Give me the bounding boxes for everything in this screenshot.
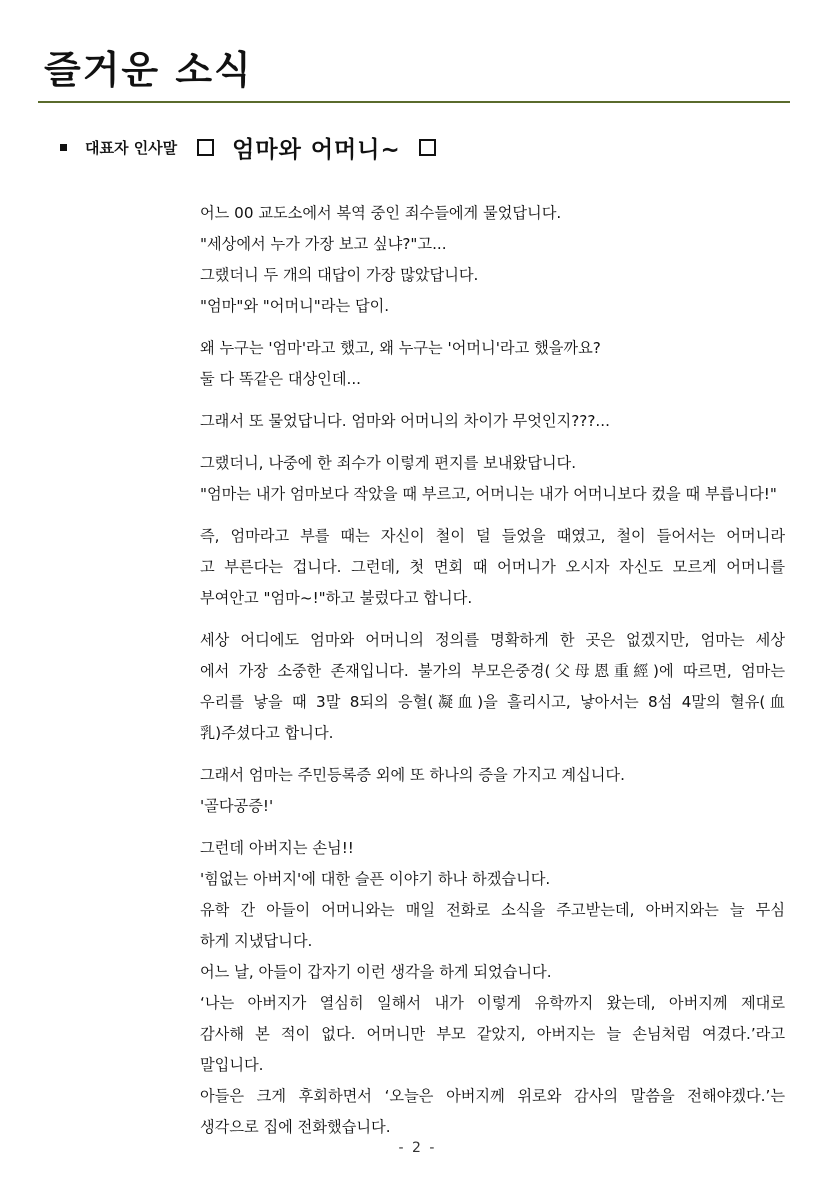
text-line: 부여안고 "엄마~!"하고 불렀다고 합니다. [200,589,473,607]
text-line: 그래서 또 물었답니다. 엄마와 어머니의 차이가 무엇인지???... [200,412,610,430]
text-line: "세상에서 누가 가장 보고 싶냐?"고... [200,235,447,253]
text-line: 그래서 엄마는 주민등록증 외에 또 하나의 증을 가지고 계십니다. [200,766,625,784]
text-line: 하게 지냈답니다. [200,932,313,950]
text-line: 말입니다. [200,1056,264,1074]
text-line: 그랬더니, 나중에 한 죄수가 이렇게 편지를 보내왔답니다. [200,454,577,472]
text-line: "엄마"와 "어머니"라는 답이. [200,297,390,315]
text-line: 그랬더니 두 개의 대답이 가장 많았답니다. [200,266,479,284]
text-line: '골다공증!' [200,797,274,815]
text-line: "엄마는 내가 엄마보다 작았을 때 부르고, 어머니는 내가 어머니보다 컸을 때 부릅니다!" [200,485,777,503]
text-line: 즉, 엄마라고 부를 때는 자신이 철이 덜 들었을 때였고, 철이 들어서는 어머니라 [200,527,785,545]
text-line: 그런데 아버지는 손님!! [200,839,354,857]
paragraph [200,406,785,437]
article-title: 엄마와 어머니~ [232,136,401,163]
text-line: 감사해 본 적이 없다. 어머니만 부모 같았지, 아버지는 늘 손님처럼 여겼다.’라고 [200,1025,785,1043]
square-box-icon [197,139,214,156]
paragraph [200,833,785,1143]
text-line: 아들은 크게 후회하면서 ‘오늘은 아버지께 위로와 감사의 말씀을 전해야겠다.’는 [200,1087,785,1105]
section-label: 대표자 인사말 [85,138,178,157]
text-line: 왜 누구는 '엄마'라고 했고, 왜 누구는 '어머니'라고 했을까요? [200,339,601,357]
paragraph [200,198,785,322]
paragraph [200,521,785,614]
text-line: 생각으로 집에 전화했습니다. [200,1118,391,1136]
square-bullet-icon [60,144,67,151]
text-line: 어느 00 교도소에서 복역 중인 죄수들에게 물었답니다. [200,204,562,222]
text-line: 고 부른다는 겁니다. 그런데, 첫 면회 때 어머니가 오시자 자신도 모르게 어머니를 [200,558,785,576]
text-line: 유학 간 아들이 어머니와는 매일 전화로 소식을 주고받는데, 아버지와는 늘 무심 [200,901,785,919]
header-title: 즐거운 소식 [44,48,253,92]
text-line: 우리를 낳을 때 3말 8되의 응혈(凝血)을 흘리시고, 낳아서는 8섬 4말의 혈유(血 [200,693,785,711]
text-line: 어느 날, 아들이 갑자기 이런 생각을 하게 되었습니다. [200,963,552,981]
page-number: - 2 - [398,1140,437,1156]
paragraph [200,760,785,822]
paragraph [200,448,785,510]
text-line: '힘없는 아버지'에 대한 슬픈 이야기 하나 하겠습니다. [200,870,551,888]
text-line: 둘 다 똑같은 대상인데... [200,370,362,388]
square-box-icon [419,139,436,156]
text-line: 세상 어디에도 엄마와 어머니의 정의를 명확하게 한 곳은 없겠지만, 엄마는 세상 [200,631,785,649]
article-body [200,198,785,1154]
text-line: 에서 가장 소중한 존재입니다. 불가의 부모은중경(父母恩重經)에 따르면, 엄마는 [200,662,785,680]
paragraph [200,625,785,749]
paragraph [200,333,785,395]
section-heading [60,130,436,164]
text-line: ‘나는 아버지가 열심히 일해서 내가 이렇게 유학까지 왔는데, 아버지께 제대로 [200,994,785,1012]
text-line: 乳)주셨다고 합니다. [200,724,334,742]
header-divider [38,101,790,103]
